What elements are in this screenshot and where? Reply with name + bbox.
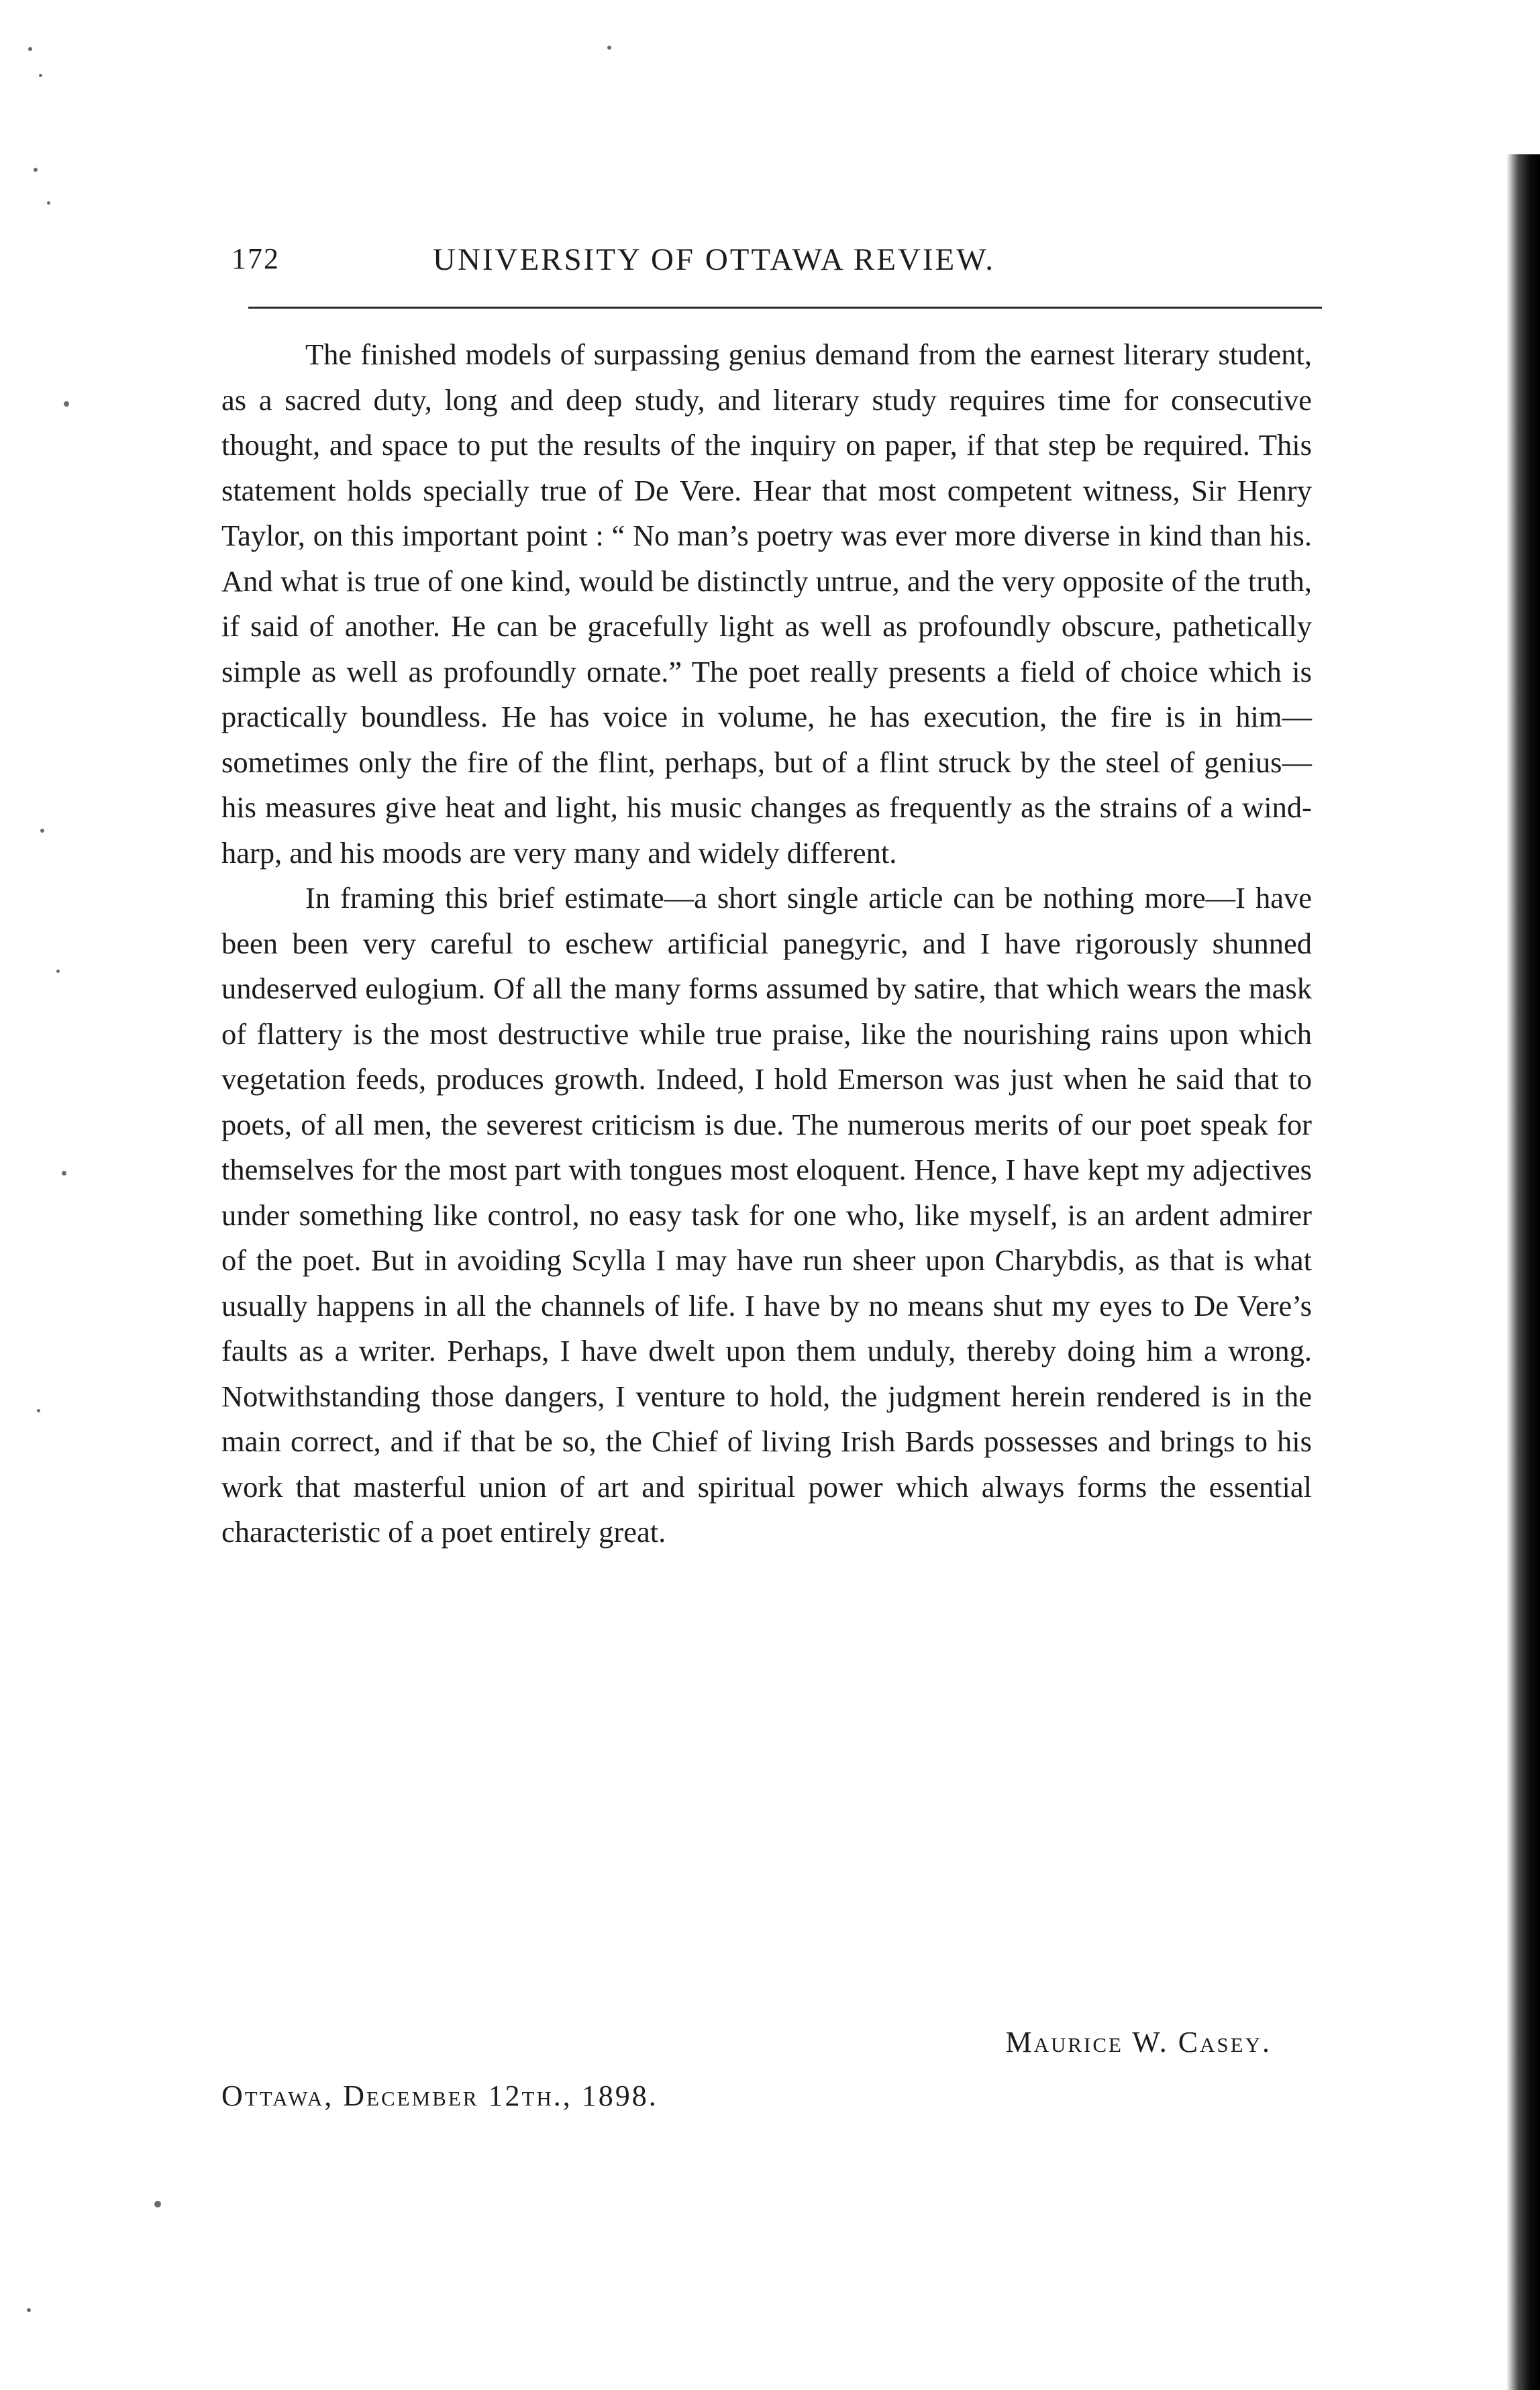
dateline: Ottawa, December 12th., 1898. (221, 2079, 658, 2112)
scan-speck (62, 1171, 66, 1176)
scan-speck (28, 47, 32, 51)
scan-speck (34, 168, 38, 172)
scan-speck (56, 970, 60, 973)
page-number: 172 (232, 242, 280, 275)
scan-speck (37, 1409, 40, 1412)
scan-speck (607, 46, 611, 50)
binding-shadow (1506, 154, 1540, 2390)
author-signature: Maurice W. Casey. (1005, 2026, 1272, 2059)
scan-speck (27, 2308, 31, 2312)
scan-speck (64, 401, 69, 407)
scan-speck (40, 829, 44, 833)
scan-speck (39, 74, 42, 77)
header-rule (248, 307, 1322, 309)
page-header (232, 242, 1315, 295)
running-head: UNIVERSITY OF OTTAWA REVIEW. (433, 242, 995, 277)
paragraph: The finished models of surpassing genius demand from the earnest literary student, as a sacred duty, long and deep study, and literary study requires time for consecutive thought, and space to put the results of the inquiry on paper, if that step be required. This statement holds specially true of De Vere. Hear that most competent witness, Sir Henry Taylor, on this important point : “ No man’s poetry was ever more diverse in kind than his. And what is true of one kind, would be distinctly untrue, and the very opposite of the truth, if said of another. He can be gracefully light as well as profoundly obscure, pathetically simple as well as profoundly ornate.” The poet really presents a field of choice which is practically boundless. He has voice in volume, he has execution, the fire is in him—sometimes only the fire of the flint, perhaps, but of a flint struck by the steel of genius—his measures give heat and light, his music changes as frequently as the strains of a wind-harp, and his moods are very many and widely different. (221, 337, 1312, 870)
scan-speck (47, 201, 50, 205)
scan-speck (154, 2201, 161, 2207)
article-body (221, 332, 1312, 1555)
paragraph: In framing this brief estimate—a short single article can be nothing more—I have been been very careful to eschew artificial panegyric, and I have rigorously shunned undeserved eulogium. Of all the many forms assumed by satire, that which wears the mask of flattery is the most destructive while true praise, like the nourishing rains upon which vegetation feeds, produces growth. Indeed, I hold Emerson was just when he said that to poets, of all men, the severest criticism is due. The numerous merits of our poet speak for themselves for the most part with tongues most eloquent. Hence, I have kept my adjectives under something like control, no easy task for one who, like myself, is an ardent admirer of the poet. But in avoiding Scylla I may have run sheer upon Charybdis, as that is what usually happens in all the channels of life. I have by no means shut my eyes to De Vere’s faults as a writer. Perhaps, I have dwelt upon them unduly, thereby doing him a wrong. Notwithstanding those dangers, I venture to hold, the judgment herein rendered is in the main correct, and if that be so, the Chief of living Irish Bards possesses and brings to his work that masterful union of art and spiritual power which always forms the essential characteristic of a poet entirely great. (221, 881, 1312, 1549)
